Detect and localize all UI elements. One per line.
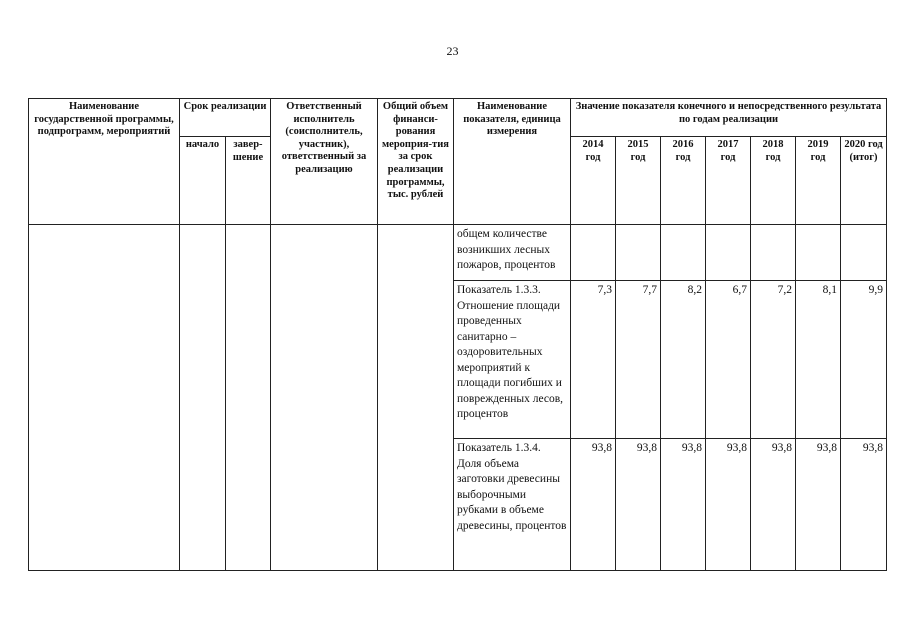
indicator-cell: Показатель 1.3.3. Отношение площади проведенных санитарно – оздоровительных мероприятий к площади погибших и поврежденных лесов, процентов — [454, 281, 571, 439]
value-cell — [571, 225, 616, 281]
header-year-2016: 2016 год — [661, 137, 706, 225]
value-cell: 8,2 — [661, 281, 706, 439]
volume-cell — [378, 225, 454, 571]
value-cell: 93,8 — [571, 439, 616, 571]
value-cell — [796, 225, 841, 281]
value-cell: 93,8 — [796, 439, 841, 571]
header-volume: Общий объем финанси-рования мероприя-тия за срок реализации программы, тыс. рублей — [378, 99, 454, 225]
value-cell: 9,9 — [841, 281, 887, 439]
value-cell: 7,7 — [616, 281, 661, 439]
header-year-2020: 2020 год (итог) — [841, 137, 887, 225]
header-year-2014: 2014 год — [571, 137, 616, 225]
indicator-cell: Показатель 1.3.4. Доля объема заготовки древесины выборочными рубками в объеме древесины, процентов — [454, 439, 571, 571]
end-cell — [226, 225, 271, 571]
header-year-2019: 2019 год — [796, 137, 841, 225]
header-start: начало — [180, 137, 226, 225]
value-cell: 93,8 — [706, 439, 751, 571]
value-cell — [706, 225, 751, 281]
start-cell — [180, 225, 226, 571]
value-cell — [661, 225, 706, 281]
value-cell: 93,8 — [661, 439, 706, 571]
table-row — [29, 225, 887, 281]
header-indicator: Наименование показателя, единица измерения — [454, 99, 571, 225]
header-year-2015: 2015 год — [616, 137, 661, 225]
value-cell: 93,8 — [841, 439, 887, 571]
value-cell: 93,8 — [616, 439, 661, 571]
value-cell — [751, 225, 796, 281]
header-result-values: Значение показателя конечного и непосредственного результата по годам реализации — [571, 99, 887, 137]
header-program-name: Наименование государственной программы, подпрограмм, мероприятий — [29, 99, 180, 225]
value-cell: 6,7 — [706, 281, 751, 439]
value-cell — [841, 225, 887, 281]
indicators-table — [28, 98, 887, 571]
program-name-cell — [29, 225, 180, 571]
header-period: Срок реализации — [180, 99, 271, 137]
header-end: завер-шение — [226, 137, 271, 225]
indicator-cell: общем количестве возникших лесных пожаров, процентов — [454, 225, 571, 281]
page-number: 23 — [446, 44, 459, 58]
header-year-2018: 2018 год — [751, 137, 796, 225]
header-executor: Ответственный исполнитель (соисполнитель, участник), ответственный за реализацию — [271, 99, 378, 225]
value-cell: 7,3 — [571, 281, 616, 439]
executor-cell — [271, 225, 378, 571]
header-year-2017: 2017 год — [706, 137, 751, 225]
value-cell: 7,2 — [751, 281, 796, 439]
value-cell — [616, 225, 661, 281]
value-cell: 8,1 — [796, 281, 841, 439]
value-cell: 93,8 — [751, 439, 796, 571]
